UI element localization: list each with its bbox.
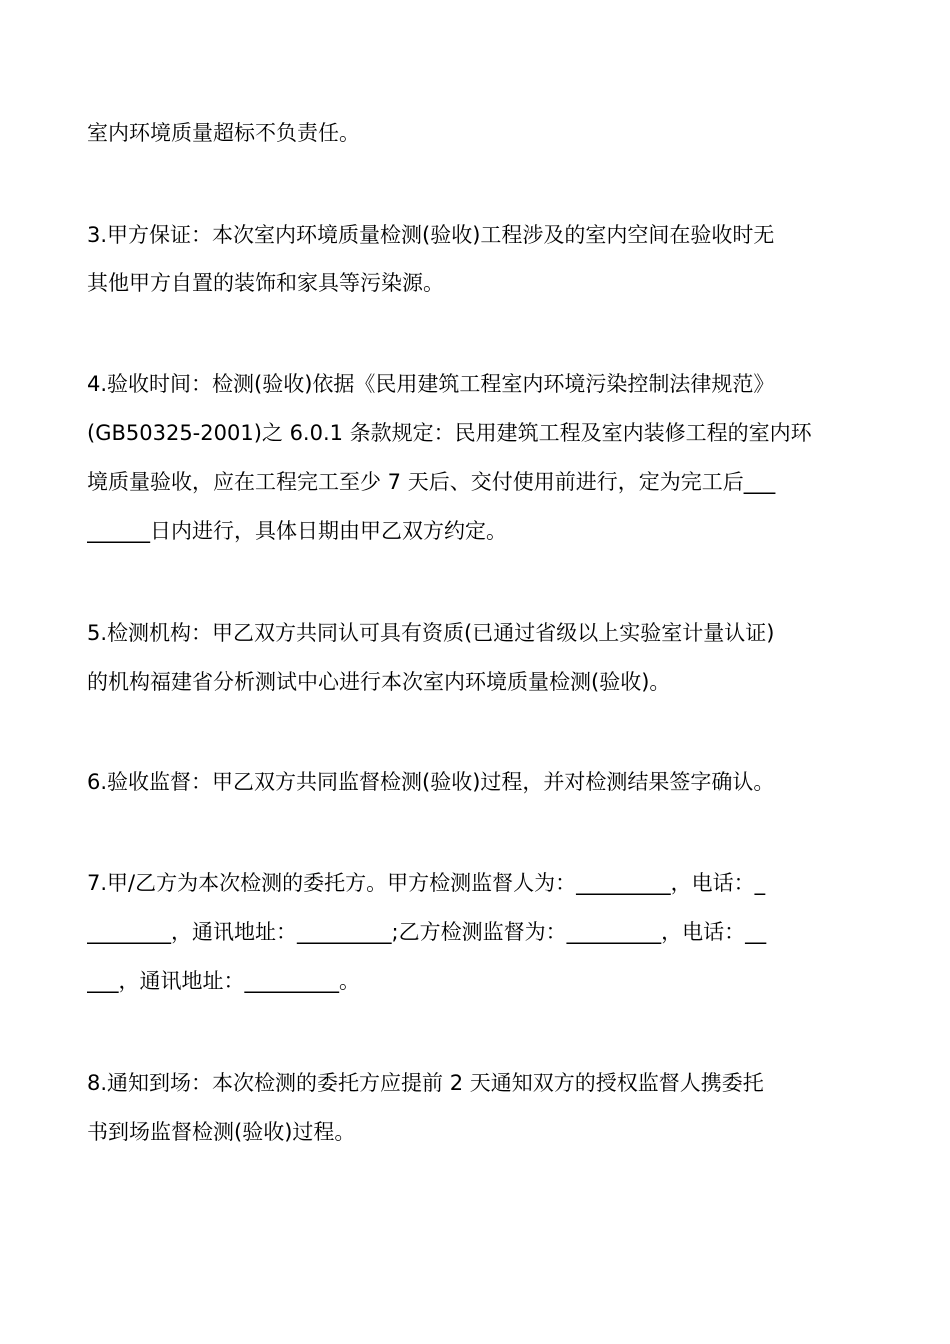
clause-4-line-2: (GB50325-2001)之 6.0.1 条款规定：民用建筑工程及室内装修工程的室内环 bbox=[87, 421, 812, 445]
clause-8-line-1: 8.通知到场：本次检测的委托方应提前 2 天通知双方的授权监督人携委托 bbox=[87, 1071, 764, 1095]
clause-7-line-2: ________，通讯地址：_________;乙方检测监督为：_________，电话：__ bbox=[87, 920, 767, 944]
clause-4-line-3: 境质量验收，应在工程完工至少 7 天后、交付使用前进行，定为完工后___ bbox=[87, 470, 776, 494]
clause-6-line-1: 6.验收监督：甲乙双方共同监督检测(验收)过程，并对检测结果签字确认。 bbox=[87, 770, 775, 794]
clause-2-end-line: 室内环境质量超标不负责任。 bbox=[87, 121, 360, 145]
clause-5-line-2: 的机构福建省分析测试中心进行本次室内环境质量检测(验收)。 bbox=[87, 670, 671, 694]
clause-7-line-3: ___，通讯地址：_________。 bbox=[87, 969, 360, 993]
clause-7-line-1: 7.甲/乙方为本次检测的委托方。甲方检测监督人为：_________，电话：_ bbox=[87, 871, 766, 895]
clause-3-line-2: 其他甲方自置的装饰和家具等污染源。 bbox=[87, 271, 444, 295]
clause-8-line-2: 书到场监督检测(验收)过程。 bbox=[87, 1120, 356, 1144]
clause-3-line-1: 3.甲方保证：本次室内环境质量检测(验收)工程涉及的室内空间在验收时无 bbox=[87, 223, 775, 247]
clause-4-line-1: 4.验收时间：检测(验收)依据《民用建筑工程室内环境污染控制法律规范》 bbox=[87, 372, 775, 396]
clause-4-line-4: ______日内进行，具体日期由甲乙双方约定。 bbox=[87, 519, 507, 543]
clause-5-line-1: 5.检测机构：甲乙双方共同认可具有资质(已通过省级以上实验室计量认证) bbox=[87, 621, 775, 645]
